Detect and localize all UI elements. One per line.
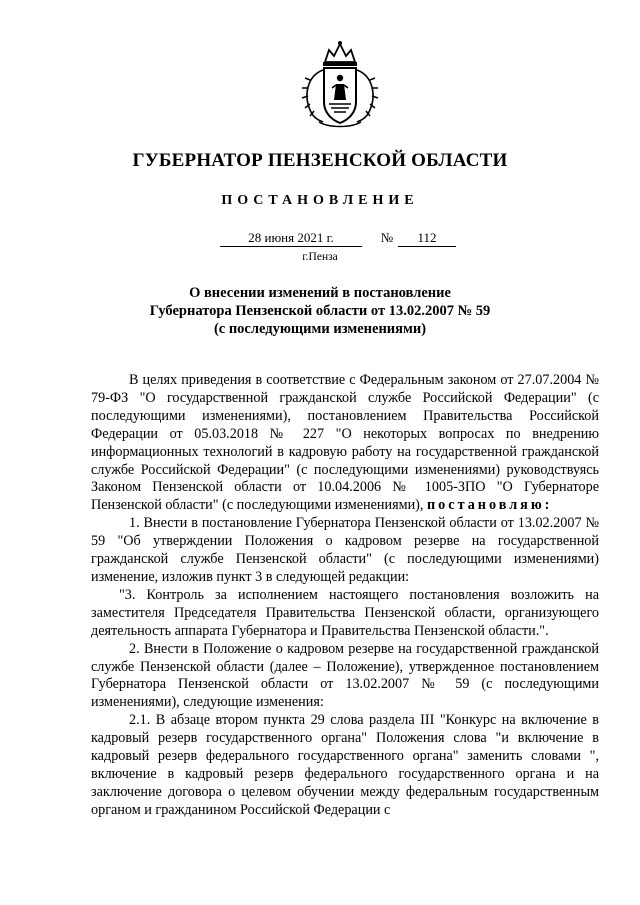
subject-line-1: О внесении изменений в постановление — [189, 285, 451, 301]
item-1-paragraph: 1. Внести в постановление Губернатора Пензенской области от 13.02.2007 № 59 "Об утверждении Положения о кадровом резерве на государственной гражданской службе Пензенской области" (с последующими изменениями) изменение, изложив пункт 3 в следующей редакции: — [91, 515, 599, 585]
item-1-quote-paragraph: "3. Контроль за исполнением настоящего постановления возложить на заместителя Председателя Правительства Пензенской области, организующего деятельность аппарата Губернатора и Правительства Пензенской области.". — [91, 586, 599, 639]
preamble-paragraph — [91, 372, 599, 515]
number-sign: № — [380, 230, 394, 245]
document-date: 28 июня 2021 г. — [220, 230, 362, 247]
subject-line-3: (с последующими изменениями) — [213, 321, 427, 337]
document-number: 112 — [398, 230, 456, 247]
preamble-text: В целях приведения в соответствие с Федеральным законом от 27.07.2004 № 79-ФЗ "О государственной гражданской службе Российской Федерации" (с последующими изменениями), постановлением Правительства Российской Федерации от 05.03.2018 № 227 "О некоторых вопросах по внедрению информационных технологий в кадровую работу на государственной гражданской службе Российской Федерации" (с последующими изменениями) руководствуясь Законом Пензенской области от 10.04.2006 № 1005-ЗПО "О Губернаторе Пензенской области" (с последующими изменениями), — [91, 372, 599, 514]
document-body — [91, 372, 599, 820]
decree-word: постановляю: — [427, 497, 553, 514]
coat-of-arms-emblem — [299, 40, 381, 128]
item-2-paragraph: 2. Внести в Положение о кадровом резерве на государственной гражданской службе Пензенской области (далее – Положение), утвержденное постановлением Губернатора Пензенской области от 13.02.2007 № 59 (с последующими изменениями), следующие изменения: — [91, 640, 599, 711]
subject-line-2: Губернатора Пензенской области от 13.02.2007 № 59 — [149, 303, 491, 319]
item-2-1-paragraph: 2.1. В абзаце втором пункта 29 слова раздела III "Конкурс на включение в кадровый резерв государственного органа" Положения слова "и включение в кадровый резерв федерального государственного органа" заменить словами ", включение в кадровый резерв федерального государственного органа и на заключение договора о целевом обучении между федеральным государственным органом и гражданином Российской Федерации с — [91, 712, 599, 818]
document-type: ПОСТАНОВЛЕНИЕ — [221, 193, 419, 208]
governor-title: ГУБЕРНАТОР ПЕНЗЕНСКОЙ ОБЛАСТИ — [132, 150, 508, 171]
city-label: г.Пенза — [302, 251, 338, 263]
document-subject — [90, 284, 550, 338]
